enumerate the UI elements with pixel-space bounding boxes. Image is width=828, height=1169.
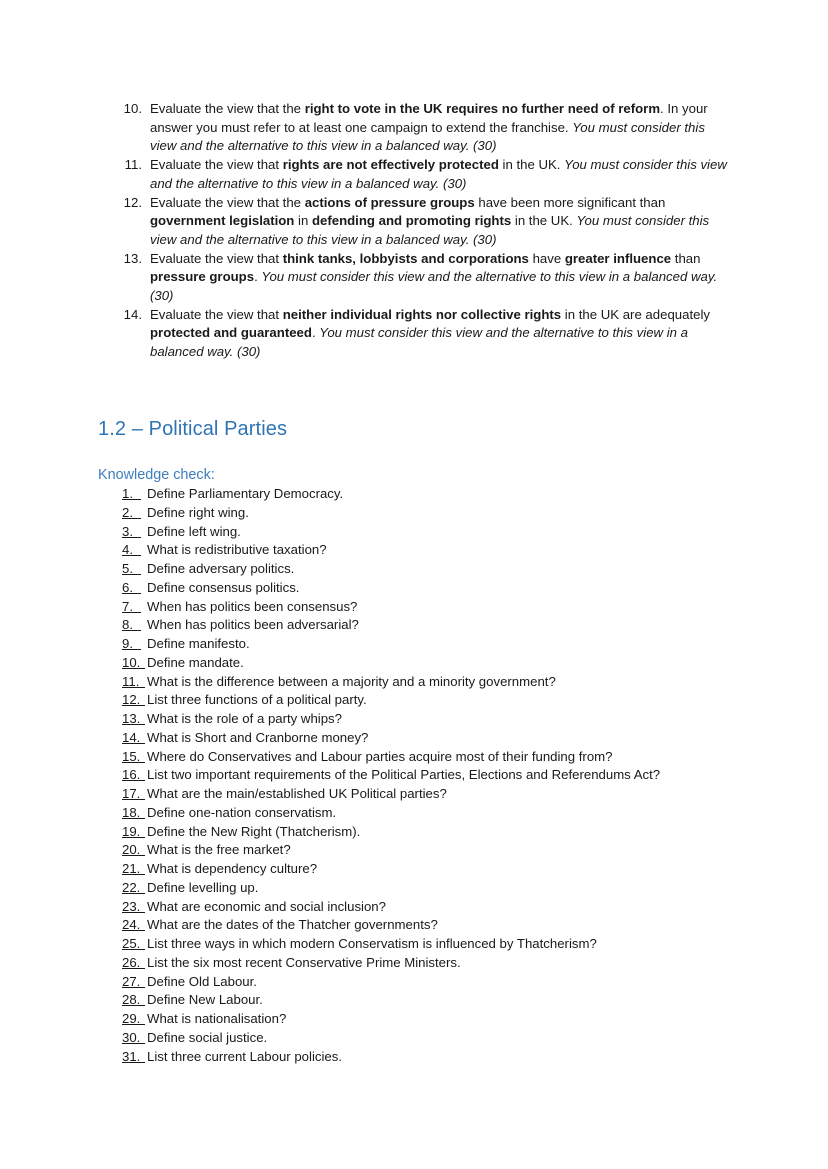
essay-question-text	[150, 195, 709, 247]
text-run: in	[294, 213, 312, 229]
knowledge-check-text: List three functions of a political party.	[147, 692, 367, 708]
knowledge-check-text: What is Short and Cranborne money?	[147, 729, 369, 745]
knowledge-check-item	[122, 504, 762, 523]
knowledge-check-text: Define right wing.	[147, 504, 249, 520]
knowledge-check-item	[122, 860, 762, 879]
text-run: pressure groups	[150, 269, 255, 285]
knowledge-check-text: What are economic and social inclusion?	[147, 898, 386, 914]
knowledge-check-number: 13.	[122, 710, 145, 725]
knowledge-check-text: Define Old Labour.	[147, 973, 257, 989]
knowledge-check-item	[122, 841, 762, 860]
knowledge-check-item	[122, 1029, 762, 1048]
knowledge-check-text: Define social justice.	[147, 1029, 268, 1045]
knowledge-check-number: 14.	[122, 729, 145, 744]
essay-question-number: 12.	[123, 194, 142, 210]
knowledge-check-text: Define one-nation conservatism.	[147, 804, 337, 820]
knowledge-check-number: 26.	[122, 954, 145, 969]
text-run: than	[671, 250, 701, 266]
knowledge-check-number: 12.	[122, 691, 145, 706]
knowledge-check-item	[122, 560, 762, 579]
text-run: rights are not effectively protected	[282, 157, 499, 173]
knowledge-check-item	[122, 673, 762, 692]
text-run: have	[528, 250, 565, 266]
text-run: have been more significant than	[474, 194, 666, 210]
knowledge-check-number: 7.	[122, 598, 141, 613]
knowledge-check-item	[122, 823, 762, 842]
knowledge-check-number: 25.	[122, 935, 145, 950]
text-run: Evaluate the view that the	[150, 194, 305, 210]
knowledge-check-item	[122, 541, 762, 560]
knowledge-check-text: What is the difference between a majority and a minority government?	[147, 673, 556, 689]
knowledge-check-number: 22.	[122, 879, 145, 894]
knowledge-check-number: 4.	[122, 541, 141, 556]
knowledge-check-text: What is redistributive taxation?	[147, 542, 327, 558]
text-run: . In your answer you must refer to at least one campaign to extend the franchise.	[150, 101, 708, 135]
knowledge-check-item	[122, 785, 762, 804]
knowledge-check-text: When has politics been consensus?	[147, 598, 358, 614]
knowledge-check-text: What is the role of a party whips?	[147, 711, 342, 726]
knowledge-check-item	[122, 1010, 762, 1029]
knowledge-check-item	[122, 710, 762, 729]
knowledge-check-number: 5.	[122, 560, 141, 575]
knowledge-check-text: List three current Labour policies.	[147, 1048, 342, 1064]
knowledge-check-text: Define levelling up.	[147, 879, 259, 895]
essay-question-text	[150, 307, 710, 359]
knowledge-check-item	[122, 916, 762, 935]
essay-question-text	[150, 251, 717, 303]
knowledge-check-number: 28.	[122, 991, 145, 1006]
knowledge-check-item	[122, 991, 762, 1010]
knowledge-check-item	[122, 635, 762, 654]
knowledge-check-text: Define mandate.	[147, 654, 244, 670]
knowledge-check-item	[122, 691, 762, 710]
knowledge-check-text: List the six most recent Conservative Prime Ministers.	[147, 954, 461, 970]
text-run: You must consider this view and the alternative to this view in a balanced way. (30)	[150, 325, 688, 360]
text-run: in the UK.	[498, 157, 565, 173]
text-run: in the UK.	[511, 213, 577, 229]
knowledge-check-text: What is the free market?	[147, 842, 291, 858]
essay-question-text	[150, 101, 708, 153]
text-run: defending and promoting rights	[311, 213, 512, 229]
knowledge-check-text: Define the New Right (Thatcherism).	[147, 823, 361, 839]
knowledge-check-number: 6.	[122, 579, 141, 594]
knowledge-check-text: Define New Labour.	[147, 992, 263, 1008]
text-run: Evaluate the view that	[150, 157, 283, 173]
knowledge-check-number: 11.	[122, 673, 145, 688]
knowledge-check-text: Define Parliamentary Democracy.	[147, 486, 344, 501]
knowledge-check-text: List two important requirements of the Political Parties, Elections and Referendums Act?	[147, 767, 661, 783]
knowledge-check-list	[122, 485, 762, 1066]
knowledge-check-number: 27.	[122, 973, 145, 988]
knowledge-check-number: 29.	[122, 1010, 145, 1025]
knowledge-check-number: 31.	[122, 1048, 145, 1063]
essay-question-item	[118, 250, 728, 306]
text-run: right to vote in the UK requires no further need of reform	[304, 101, 661, 116]
knowledge-check-number: 16.	[122, 766, 145, 781]
essay-question-text	[150, 157, 727, 191]
knowledge-check-text: What are the dates of the Thatcher governments?	[147, 917, 438, 933]
text-run: You must consider this view and the alternative to this view in a balanced way. (30)	[150, 157, 727, 191]
knowledge-check-item	[122, 654, 762, 673]
knowledge-check-item	[122, 616, 762, 635]
knowledge-check-number: 3.	[122, 523, 141, 538]
text-run: .	[311, 325, 320, 341]
knowledge-check-number: 19.	[122, 823, 145, 838]
text-run: protected and guaranteed	[150, 325, 312, 341]
knowledge-check-item	[122, 954, 762, 973]
text-run: think tanks, lobbyists and corporations	[282, 250, 529, 266]
knowledge-check-number: 9.	[122, 635, 141, 650]
knowledge-check-item	[122, 804, 762, 823]
text-run: greater influence	[564, 250, 672, 266]
knowledge-check-number: 24.	[122, 916, 145, 931]
text-run: You must consider this view and the alternative to this view in a balanced way. (30)	[150, 213, 710, 247]
essay-question-item	[118, 194, 728, 250]
knowledge-check-item	[122, 485, 762, 504]
text-run: neither individual rights nor collective rights	[282, 306, 562, 322]
knowledge-check-number: 17.	[122, 785, 145, 800]
knowledge-check-text: Define left wing.	[147, 523, 241, 539]
knowledge-check-item	[122, 598, 762, 617]
knowledge-check-item	[122, 748, 762, 767]
knowledge-check-text: List three ways in which modern Conservatism is influenced by Thatcherism?	[147, 936, 597, 951]
essay-question-number: 11.	[124, 157, 142, 173]
knowledge-check-number: 10.	[122, 654, 145, 669]
knowledge-check-text: Define manifesto.	[147, 636, 250, 651]
knowledge-check-number: 18.	[122, 804, 145, 819]
knowledge-check-text: What is dependency culture?	[147, 861, 318, 876]
essay-question-number: 10.	[123, 101, 142, 116]
text-run: .	[254, 269, 262, 285]
knowledge-check-item	[122, 1048, 762, 1067]
knowledge-check-item	[122, 729, 762, 748]
essay-question-number: 13.	[123, 250, 142, 266]
text-run: Evaluate the view that	[150, 306, 283, 322]
knowledge-check-number: 23.	[122, 898, 145, 913]
text-run: actions of pressure groups	[304, 194, 475, 210]
essay-question-item	[118, 156, 728, 193]
section-heading: 1.2 – Political Parties	[98, 418, 288, 440]
knowledge-check-number: 21.	[122, 860, 145, 875]
knowledge-check-text: Define consensus politics.	[147, 579, 300, 595]
knowledge-check-item	[122, 523, 762, 542]
knowledge-check-item	[122, 898, 762, 917]
knowledge-check-number: 8.	[122, 616, 141, 631]
knowledge-check-number: 2.	[122, 504, 141, 519]
essay-question-number: 14.	[123, 306, 142, 322]
knowledge-check-text: Define adversary politics.	[147, 561, 295, 576]
knowledge-check-text: When has politics been adversarial?	[147, 617, 359, 633]
knowledge-check-text: What are the main/established UK Political parties?	[147, 786, 447, 801]
knowledge-check-heading: Knowledge check:	[98, 467, 215, 483]
knowledge-check-number: 15.	[122, 748, 145, 763]
knowledge-check-number: 1.	[122, 485, 141, 500]
text-run: government legislation	[150, 213, 295, 229]
knowledge-check-text: What is nationalisation?	[147, 1011, 287, 1026]
text-run: Evaluate the view that the	[150, 101, 305, 116]
text-run: You must consider this view and the alternative to this view in a balanced way. (30)	[150, 269, 718, 304]
essay-question-list	[118, 100, 728, 362]
knowledge-check-item	[122, 766, 762, 785]
knowledge-check-number: 30.	[122, 1029, 145, 1044]
knowledge-check-item	[122, 879, 762, 898]
knowledge-check-item	[122, 579, 762, 598]
knowledge-check-item	[122, 935, 762, 954]
essay-question-item	[118, 306, 728, 362]
text-run: You must consider this view and the alternative to this view in a balanced way. (30)	[150, 119, 705, 154]
knowledge-check-item	[122, 973, 762, 992]
essay-question-item	[118, 100, 728, 156]
knowledge-check-number: 20.	[122, 841, 145, 856]
knowledge-check-text: Where do Conservatives and Labour parties acquire most of their funding from?	[147, 748, 613, 764]
text-run: Evaluate the view that	[150, 250, 283, 266]
text-run: in the UK are adequately	[561, 306, 710, 322]
